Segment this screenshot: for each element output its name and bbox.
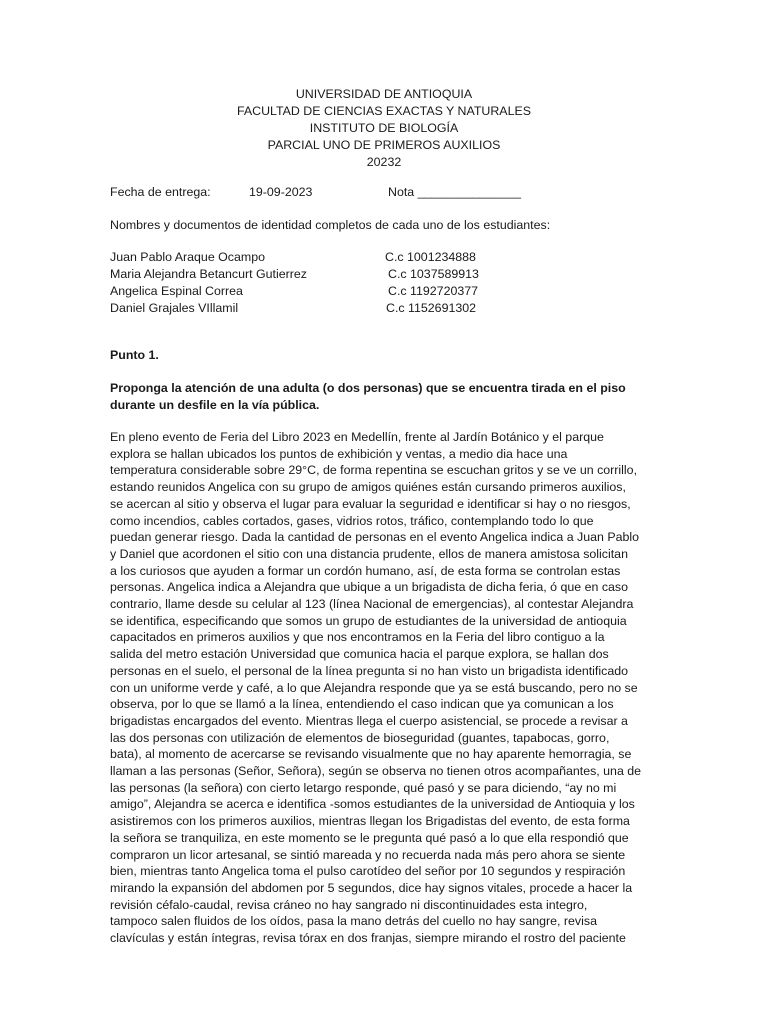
body-line: llaman a las personas (Señor, Señora), según se observa no tienen otros acompañantes, una de [110,764,642,779]
students-list [110,249,670,317]
student-id: C.c 1192720377 [388,284,479,298]
answer-body [110,429,670,947]
body-line: capacitados en primeros auxilios y que nos encontramos en la Feria del libro contiguo a la [110,630,605,645]
student-id: C.c 1037589913 [388,267,479,281]
body-line: la señora se tranquiliza, en este momento se le pregunta qué pasó a lo que ella respondió que [110,830,629,845]
grade-field: Nota _______________ [388,185,521,199]
body-line: personas en el suelo, el personal de la línea pregunta si no han visto un brigadista identificado [110,663,628,678]
body-line: revisión céfalo-caudal, revisa cráneo no hay sangrado ni discontinuidades esta integro, [110,897,588,912]
body-line: se identifica, especificando que somos un grupo de estudiantes de la universidad de antioquia [110,613,627,628]
student-id: C.c 1001234888 [385,250,476,264]
semester-code: 20232 [366,155,402,169]
body-line: y Daniel que acordonen el sitio con una distancia prudente, ellos de manera amistosa solicitan [110,546,628,561]
delivery-date-value: 19-09-2023 [249,185,313,199]
body-line: se acercan al sitio y observa el lugar para evaluar la seguridad e identificar si hay o no riesgos, [110,496,631,511]
document-header [0,86,768,171]
question-statement [110,380,670,414]
institute-name: INSTITUTO DE BIOLOGÍA [309,121,459,135]
student-id: C.c 1152691302 [386,301,477,315]
faculty-name: FACULTAD DE CIENCIAS EXACTAS Y NATURALES [236,104,531,118]
body-line: tampoco salen fluidos de los oídos, pasa la mano detrás del cuello no hay sangre, revisa [110,914,597,929]
body-line: estando reunidos Angelica con su grupo de amigos quiénes están cursando primeros auxilios, [110,480,626,495]
students-intro: Nombres y documentos de identidad completos de cada uno de los estudiantes: [110,218,551,232]
body-line: En pleno evento de Feria del Libro 2023 en Medellín, frente al Jardín Botánico y el parque [110,430,604,444]
body-line: personas. Angelica indica a Alejandra que ubique a un brigadista de dicha feria, ó que en caso [110,580,629,595]
body-line: con un uniforme verde y café, a lo que Alejandra responde que ya se está buscando, pero no se [110,680,638,695]
body-line: observa, por lo que se llamó a la línea, entendiendo el caso indican que ya comunican a los [110,697,614,712]
body-line: contrario, llame desde su celular al 123 (línea Nacional de emergencias), al contestar Alejandra [110,597,634,612]
body-line: temperatura considerable sobre 29°C, de forma repentina se escuchan gritos y se ve un corrillo, [110,463,638,478]
section-heading: Punto 1. [110,348,159,362]
student-row [110,283,670,300]
student-name: Daniel Grajales VIllamil [110,301,239,315]
body-line: compraron un licor artesanal, se sintió mareada y no recuerda nada más pero ahora se siente [110,847,626,862]
body-line: mirando la expansión del abdomen por 5 segundos, dice hay signos vitales, procede a hacer la [110,880,633,895]
student-name: Maria Alejandra Betancurt Gutierrez [110,267,307,281]
body-line: bien, mientras tanto Angelica toma el pulso carotídeo del señor por 10 segundos y respiración [110,864,626,879]
body-line: explora se hallan ubicados los puntos de exhibición y ventas, a medio dia hace una [110,446,568,461]
body-line: brigadistas encargados del evento. Mientras llega el cuerpo asistencial, se procede a revisar a [110,713,628,728]
delivery-info [110,184,670,201]
body-line: bata), al momento de acercarse se revisando visualmente que no hay aparente hemorragia, se [110,747,632,762]
student-name: Juan Pablo Araque Ocampo [110,250,265,264]
question-line: Proponga la atención de una adulta (o dos personas) que se encuentra tirada en el piso [110,381,626,395]
body-line: asistiremos con los primeros auxilios, mientras llegan los Brigadistas del evento, de esta forma [110,814,630,829]
body-line: salida del metro estación Universidad que comunica hacia el parque explora, se hallan dos [110,647,609,662]
body-line: las personas (la señora) con cierto letargo responde, qué pasó y se para diciendo, “ay no mi [110,780,617,795]
university-name: UNIVERSIDAD DE ANTIOQUIA [295,87,473,101]
exam-title: PARCIAL UNO DE PRIMEROS AUXILIOS [267,138,501,152]
body-line: las dos personas con utilización de elementos de bioseguridad (guantes, tapabocas, gorro, [110,730,610,745]
body-line: puedan generar riesgo. Dada la cantidad de personas en el evento Angelica indica a Juan Pablo [110,530,640,545]
body-line: clavículas y están íntegras, revisa tórax en dos franjas, siempre mirando el rostro del paciente [110,931,626,946]
body-line: a los curiosos que ayuden a formar un cordón humano, así, de esta forma se controlan estas [110,563,621,578]
body-line: como incendios, cables cortados, gases, vidrios rotos, tráfico, contemplando todo lo que [110,513,594,528]
delivery-date-label: Fecha de entrega: [110,185,211,199]
student-row [110,249,670,266]
student-row [110,300,670,317]
question-line: durante un desfile en la vía pública. [110,398,320,412]
student-row [110,266,670,283]
body-line: amigo”, Alejandra se acerca e identifica -somos estudiantes de la universidad de Antioquia y los [110,797,635,812]
student-name: Angelica Espinal Correa [110,284,243,298]
